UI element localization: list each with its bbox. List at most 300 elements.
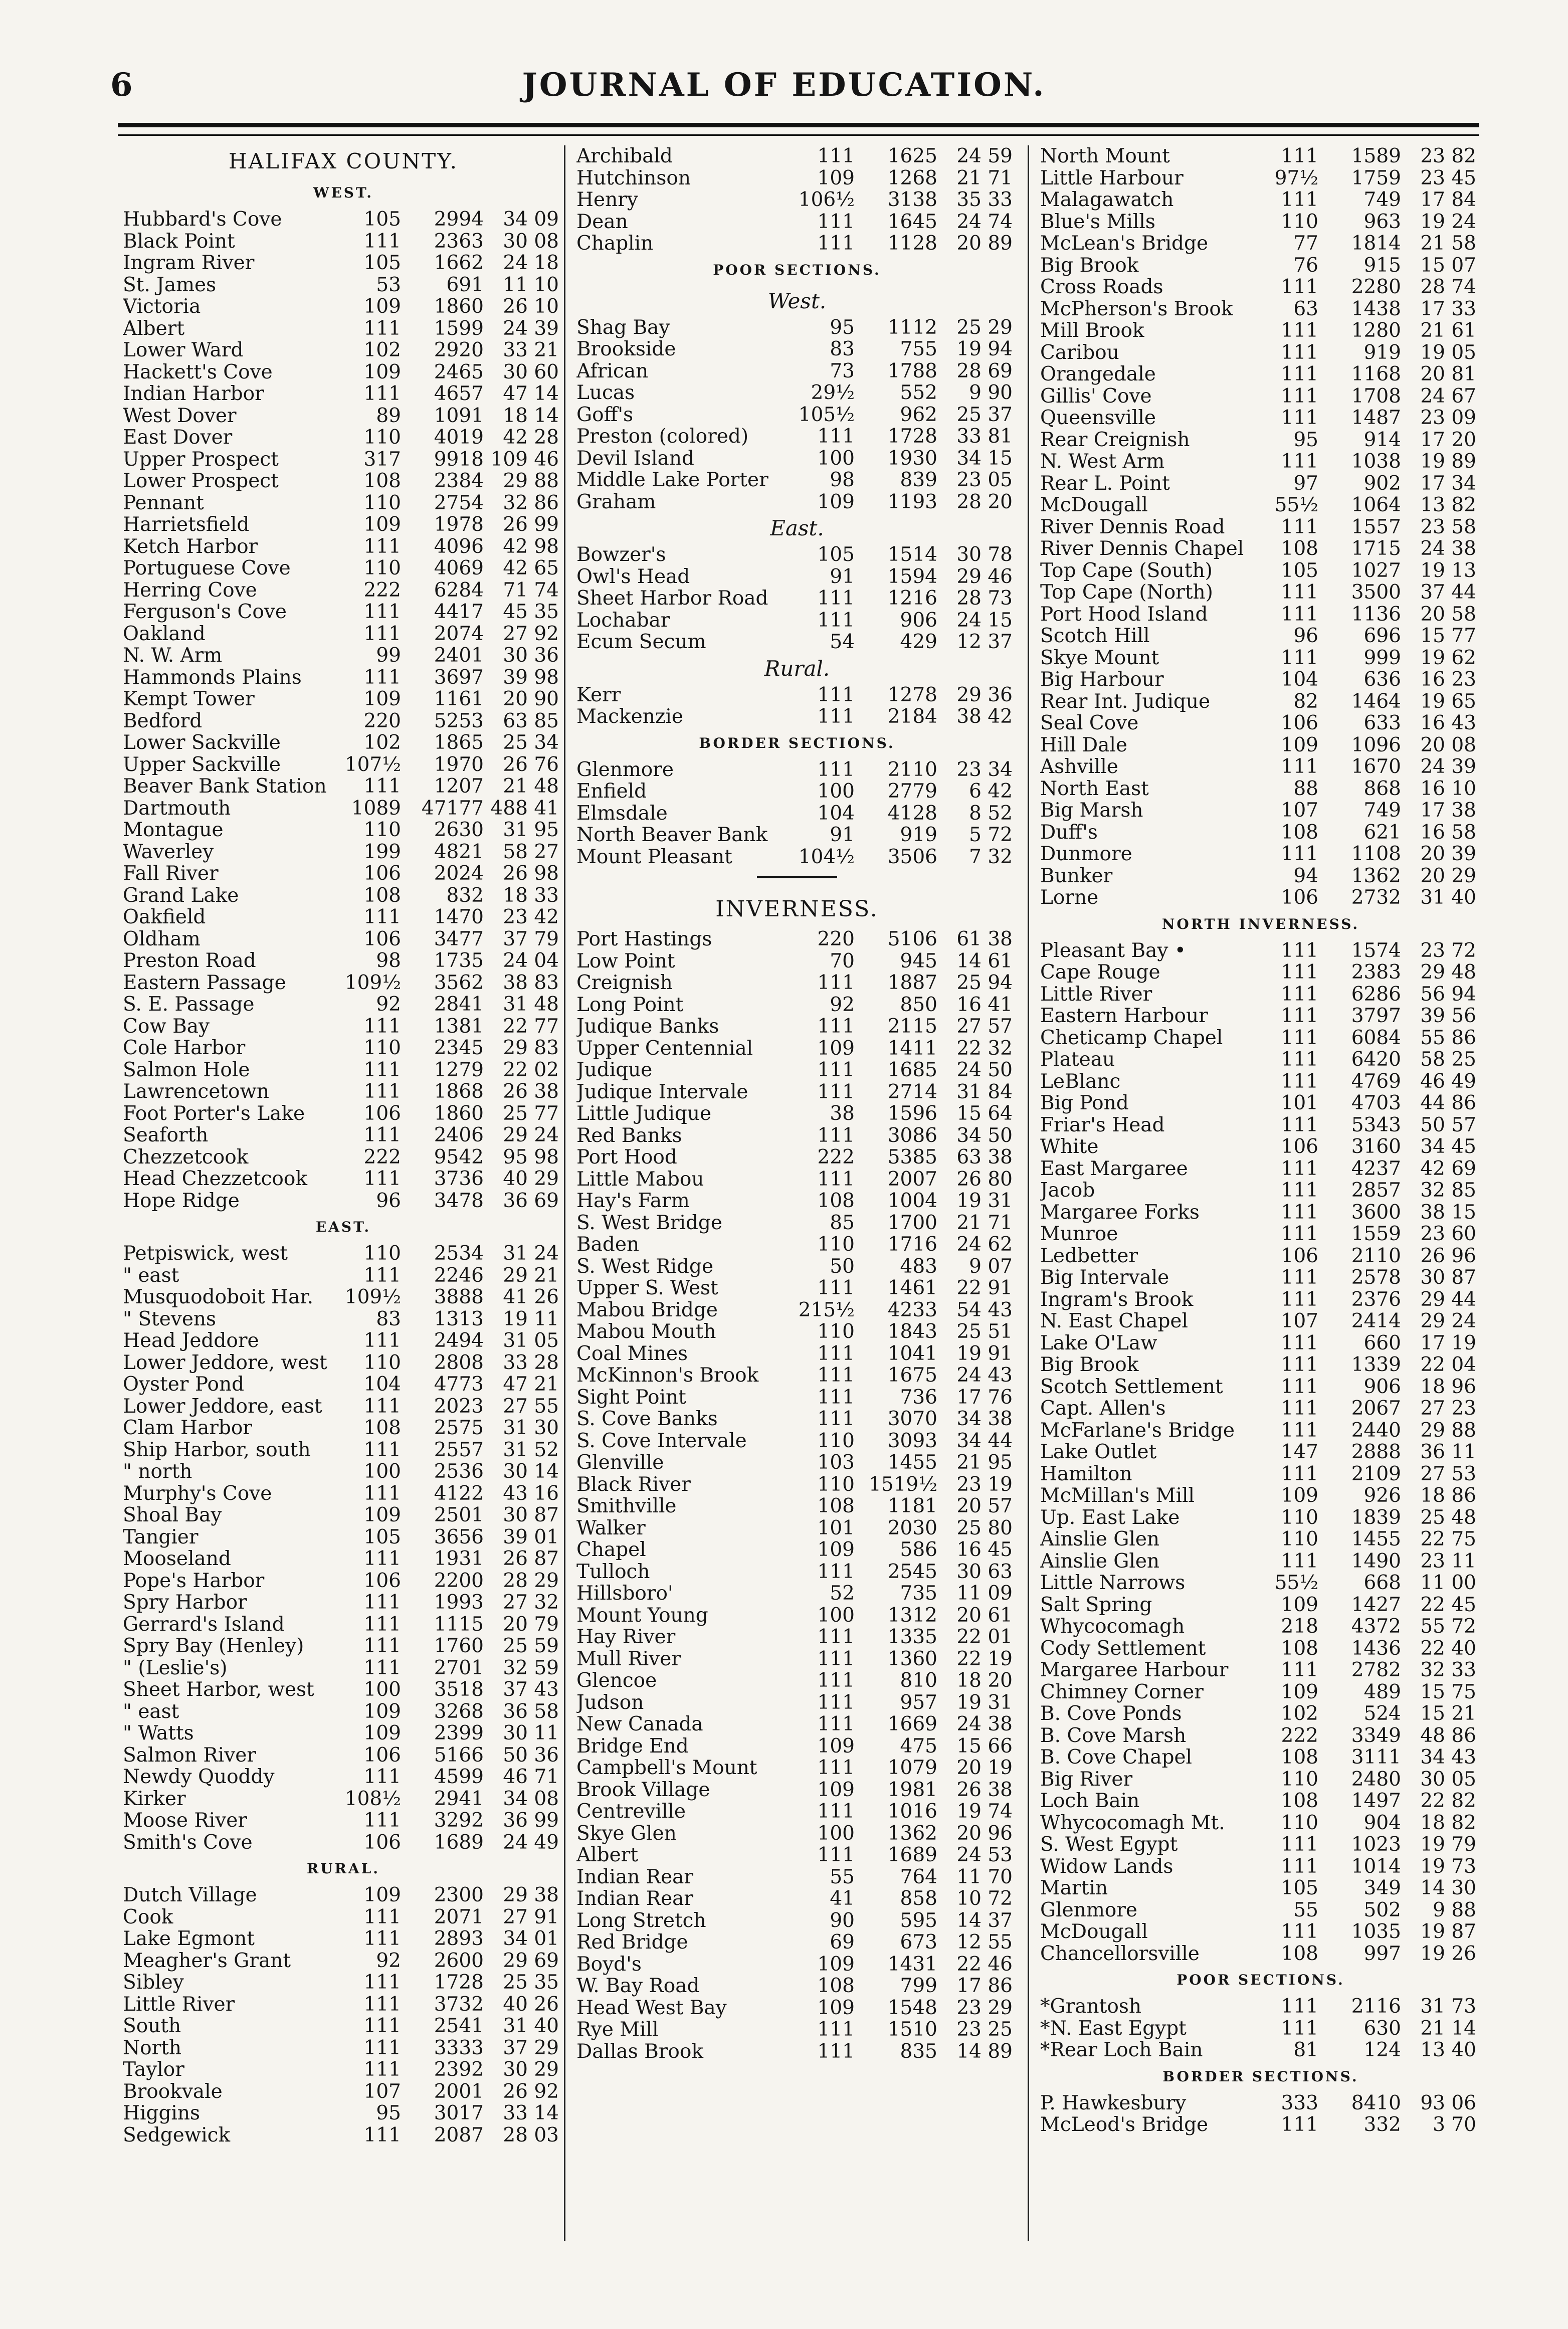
table-row — [576, 1931, 1018, 1954]
grant-amount: 25 37 — [956, 403, 1013, 426]
days-taught: 101 — [1281, 1092, 1318, 1114]
grant-amount: 63 38 — [956, 1146, 1013, 1169]
section-name: Campbell's Mount — [576, 1757, 757, 1779]
attendance-total: 1360 — [887, 1647, 937, 1670]
section-name: River Dennis Chapel — [1040, 538, 1244, 560]
section-name: Skye Glen — [576, 1822, 677, 1844]
table-row — [576, 338, 1018, 360]
attendance-total: 764 — [900, 1865, 937, 1888]
days-taught: 107 — [1281, 799, 1318, 822]
section-name: Port Hood — [576, 1146, 677, 1169]
grant-amount: 19 13 — [1420, 559, 1476, 582]
attendance-total: 1760 — [434, 1635, 484, 1657]
section-name: Oakfield — [123, 906, 206, 928]
attendance-total: 1014 — [1351, 1855, 1401, 1878]
days-taught: 104 — [363, 1373, 401, 1396]
days-taught: 111 — [817, 1124, 855, 1147]
grant-amount: 25 48 — [1420, 1506, 1476, 1529]
days-taught: 111 — [363, 382, 401, 405]
section-name: Lake O'Law — [1040, 1332, 1157, 1354]
table-row — [123, 994, 564, 1016]
attendance-total: 749 — [1363, 799, 1401, 822]
section-name: Seal Cove — [1040, 712, 1139, 734]
grant-amount: 18 20 — [956, 1669, 1013, 1692]
section-name: Upper Centennial — [576, 1037, 753, 1059]
days-taught: 108 — [1281, 821, 1318, 844]
section-name: S. E. Passage — [123, 994, 255, 1016]
days-taught: 111 — [1281, 961, 1318, 984]
grant-amount: 24 15 — [956, 609, 1013, 632]
days-taught: 109 — [1281, 1680, 1318, 1703]
table-row — [576, 233, 1018, 255]
attendance-total: 2808 — [434, 1351, 484, 1374]
attendance-total: 3500 — [1351, 581, 1401, 604]
attendance-total: 914 — [1363, 428, 1401, 451]
grant-amount: 39 98 — [503, 666, 559, 689]
grant-amount: 29 48 — [1420, 961, 1476, 984]
grant-amount: 31 24 — [503, 1242, 559, 1265]
grant-amount: 25 77 — [503, 1102, 559, 1125]
days-taught: 111 — [363, 1482, 401, 1505]
attendance-total: 4096 — [434, 535, 484, 558]
grant-amount: 28 03 — [503, 2123, 559, 2147]
table-row — [123, 579, 564, 602]
grant-amount: 19 24 — [1420, 210, 1476, 233]
days-taught: 111 — [1281, 939, 1318, 962]
grant-amount: 15 66 — [956, 1734, 1013, 1758]
attendance-total: 633 — [1363, 712, 1401, 734]
table-row — [123, 274, 564, 296]
attendance-total: 799 — [900, 1975, 937, 1997]
table-row — [123, 1548, 564, 1570]
attendance-total: 621 — [1363, 821, 1401, 844]
section-name: Upper Sackville — [123, 753, 281, 775]
days-taught: 111 — [363, 1971, 401, 1994]
section-name: Scotch Settlement — [1040, 1376, 1223, 1398]
attendance-total: 902 — [1363, 472, 1401, 495]
days-taught: 29½ — [811, 381, 855, 404]
grant-amount: 17 86 — [956, 1975, 1013, 1997]
grant-amount: 13 40 — [1420, 2039, 1476, 2061]
days-taught: 111 — [1281, 1288, 1318, 1311]
table-row — [576, 1103, 1018, 1125]
grant-amount: 34 44 — [956, 1429, 1013, 1452]
section-name: Ingram's Brook — [1040, 1288, 1194, 1310]
grant-amount: 29 69 — [503, 1949, 559, 1972]
days-taught: 105 — [1281, 559, 1318, 582]
attendance-total: 3138 — [887, 188, 937, 211]
section-name: Margaree Forks — [1040, 1201, 1200, 1223]
days-taught: 111 — [817, 1168, 855, 1191]
section-name: Baden — [576, 1234, 640, 1256]
section-name: East Dover — [123, 427, 233, 449]
section-name: Newdy Quoddy — [123, 1766, 275, 1788]
attendance-total: 2501 — [434, 1504, 484, 1526]
table-row — [1040, 407, 1481, 429]
section-name: Mooseland — [123, 1548, 231, 1570]
attendance-total: 904 — [1363, 1811, 1401, 1834]
table-row — [123, 427, 564, 449]
days-taught: 110 — [1281, 1811, 1318, 1834]
days-taught: 105 — [363, 1525, 401, 1548]
grant-amount: 22 19 — [956, 1647, 1013, 1670]
table-row — [123, 885, 564, 907]
attendance-total: 2115 — [887, 1015, 937, 1038]
attendance-total: 552 — [900, 381, 937, 404]
days-taught: 111 — [1281, 515, 1318, 538]
table-row — [123, 1461, 564, 1483]
attendance-total: 2545 — [887, 1560, 937, 1583]
days-taught: 111 — [817, 1408, 855, 1430]
table-row — [576, 1387, 1018, 1409]
days-taught: 97½ — [1274, 166, 1318, 189]
days-taught: 111 — [1281, 341, 1318, 364]
table-row — [123, 1103, 564, 1125]
grant-amount: 32 85 — [1420, 1179, 1476, 1202]
grant-amount: 34 50 — [956, 1124, 1013, 1147]
grant-amount: 38 42 — [956, 705, 1013, 728]
section-name: Middle Lake Porter — [576, 469, 768, 491]
days-taught: 97 — [1293, 472, 1318, 495]
grant-amount: 12 55 — [956, 1931, 1013, 1954]
section-name: Hay's Farm — [576, 1190, 690, 1212]
table-row — [1040, 538, 1481, 560]
attendance-total: 2857 — [1351, 1179, 1401, 1202]
days-taught: 111 — [363, 317, 401, 340]
grant-amount: 26 96 — [1420, 1244, 1476, 1267]
grant-amount: 26 38 — [503, 1080, 559, 1103]
attendance-total: 2714 — [887, 1080, 937, 1103]
table-row — [576, 1125, 1018, 1147]
section-name: Red Banks — [576, 1124, 682, 1146]
days-taught: 111 — [817, 758, 855, 781]
table-row — [1040, 625, 1481, 647]
attendance-total: 2007 — [887, 1168, 937, 1191]
section-name: " Stevens — [123, 1308, 217, 1330]
grant-amount: 16 23 — [1420, 668, 1476, 691]
grant-amount: 11 10 — [503, 273, 559, 296]
table-row — [123, 405, 564, 427]
grant-amount: 17 38 — [1420, 799, 1476, 822]
section-name: Musquodoboit Har. — [123, 1286, 314, 1308]
grant-amount: 26 98 — [503, 862, 559, 885]
days-taught: 91 — [830, 565, 855, 588]
attendance-total: 1431 — [887, 1953, 937, 1976]
days-taught: 111 — [1281, 1070, 1318, 1093]
grant-amount: 17 20 — [1420, 428, 1476, 451]
section-name: Big Pond — [1040, 1092, 1129, 1114]
days-taught: 109 — [363, 295, 401, 318]
table-row — [576, 1038, 1018, 1060]
attendance-total: 2300 — [434, 1884, 484, 1906]
grant-amount: 55 72 — [1420, 1615, 1476, 1638]
table-row — [1040, 516, 1481, 538]
table-row — [1040, 2114, 1481, 2136]
attendance-total: 3333 — [434, 2036, 484, 2059]
grant-amount: 37 44 — [1420, 581, 1476, 604]
table-row — [1040, 1616, 1481, 1638]
table-row — [1040, 320, 1481, 342]
section-subheading: POOR SECTIONS. — [1177, 1972, 1345, 1988]
days-taught: 109 — [363, 1722, 401, 1744]
section-name: Chancellorsville — [1040, 1943, 1200, 1965]
days-taught: 1089 — [351, 797, 401, 820]
attendance-total: 3562 — [434, 971, 484, 994]
section-name: Salt Spring — [1040, 1594, 1152, 1616]
section-name: Rear Creignish — [1040, 429, 1190, 451]
attendance-total: 2779 — [887, 780, 937, 803]
grant-amount: 20 39 — [1420, 843, 1476, 865]
table-row — [576, 610, 1018, 632]
section-name: Tangier — [123, 1526, 199, 1548]
table-row — [1040, 1463, 1481, 1485]
section-name: Eastern Passage — [123, 972, 286, 994]
days-taught: 111 — [817, 1647, 855, 1670]
grant-amount: 48 86 — [1420, 1724, 1476, 1747]
attendance-total: 1128 — [887, 232, 937, 255]
table-row — [1040, 647, 1481, 669]
days-taught: 111 — [1281, 646, 1318, 669]
days-taught: 101 — [817, 1516, 855, 1539]
days-taught: 111 — [1281, 363, 1318, 385]
days-taught: 92 — [376, 993, 401, 1016]
grant-amount: 42 28 — [503, 426, 559, 449]
table-row — [576, 1801, 1018, 1823]
section-name: New Canada — [576, 1713, 703, 1735]
grant-amount: 27 57 — [956, 1015, 1013, 1038]
attendance-total: 957 — [900, 1691, 937, 1714]
days-taught: 104½ — [798, 845, 855, 868]
days-taught: 111 — [363, 1395, 401, 1418]
grant-amount: 31 84 — [956, 1080, 1013, 1103]
section-name: Victoria — [123, 296, 201, 318]
attendance-total: 2494 — [434, 1329, 484, 1352]
days-taught: 111 — [1281, 2017, 1318, 2040]
table-row — [576, 566, 1018, 588]
header-rule-thick — [118, 123, 1479, 127]
table-row — [123, 667, 564, 689]
attendance-total: 1136 — [1351, 603, 1401, 626]
attendance-total: 839 — [900, 469, 937, 491]
attendance-total: 1675 — [887, 1364, 937, 1387]
days-taught: 111 — [1281, 1659, 1318, 1681]
section-name: Preston Road — [123, 950, 256, 972]
attendance-total: 1436 — [1351, 1637, 1401, 1660]
days-taught: 110 — [817, 1233, 855, 1256]
section-name: Ferguson's Cove — [123, 601, 287, 623]
section-name: Indian Rear — [576, 1888, 694, 1910]
grant-amount: 29 36 — [956, 683, 1013, 706]
attendance-total: 1689 — [434, 1831, 484, 1854]
attendance-total: 2399 — [434, 1722, 484, 1744]
table-row — [123, 688, 564, 710]
table-row — [1040, 1180, 1481, 1202]
table-row — [123, 2059, 564, 2081]
attendance-total: 3478 — [434, 1189, 484, 1212]
days-taught: 111 — [363, 1547, 401, 1570]
section-name: Lower Jeddore, west — [123, 1351, 327, 1374]
grant-amount: 56 94 — [1420, 983, 1476, 1006]
column-2 — [576, 145, 1018, 2062]
days-taught: 99 — [376, 644, 401, 667]
table-row — [1040, 494, 1481, 516]
attendance-total: 736 — [900, 1386, 937, 1409]
section-name: Glenmore — [576, 758, 674, 781]
attendance-total: 4019 — [434, 426, 484, 449]
table-row — [576, 1212, 1018, 1234]
section-name: *Rear Loch Bain — [1040, 2039, 1203, 2061]
days-taught: 53 — [376, 273, 401, 296]
days-taught: 108 — [363, 470, 401, 492]
grant-amount: 109 46 — [490, 448, 559, 471]
attendance-total: 429 — [900, 631, 937, 653]
table-row — [576, 1997, 1018, 2019]
section-name: Pennant — [123, 492, 204, 514]
days-taught: 109 — [817, 1037, 855, 1060]
attendance-total: 1004 — [887, 1190, 937, 1212]
attendance-total: 1978 — [434, 513, 484, 536]
days-taught: 55 — [830, 1865, 855, 1888]
table-row — [1040, 167, 1481, 189]
days-taught: 81 — [1293, 2039, 1318, 2061]
table-row — [1040, 1943, 1481, 1965]
grant-amount: 27 91 — [503, 1905, 559, 1928]
column-divider — [1028, 145, 1029, 2241]
section-name: Cook — [123, 1906, 173, 1928]
section-name: Chezzetcook — [123, 1146, 249, 1168]
table-row — [123, 470, 564, 492]
grant-amount: 30 78 — [956, 543, 1013, 566]
attendance-total: 2116 — [1351, 1995, 1401, 2018]
grant-amount: 21 58 — [1420, 232, 1476, 255]
attendance-total: 3518 — [434, 1678, 484, 1701]
days-taught: 109 — [363, 1504, 401, 1526]
table-row — [123, 252, 564, 274]
table-row — [1040, 1746, 1481, 1769]
grant-amount: 22 04 — [1420, 1353, 1476, 1376]
grant-amount: 28 20 — [956, 490, 1013, 513]
section-name: " east — [123, 1700, 179, 1722]
grant-amount: 39 01 — [503, 1525, 559, 1548]
grant-amount: 15 07 — [1420, 254, 1476, 277]
table-row — [123, 1396, 564, 1418]
attendance-total: 755 — [900, 338, 937, 360]
days-taught: 111 — [363, 601, 401, 623]
table-row — [123, 514, 564, 536]
days-taught: 111 — [363, 666, 401, 689]
section-name: Little River — [1040, 983, 1152, 1005]
section-name: Murphy's Cove — [123, 1482, 272, 1504]
days-taught: 220 — [817, 928, 855, 950]
attendance-total: 3697 — [434, 666, 484, 689]
attendance-total: 1168 — [1351, 363, 1401, 385]
days-taught: 111 — [363, 1766, 401, 1788]
attendance-total: 906 — [1363, 1375, 1401, 1398]
attendance-total: 3070 — [887, 1408, 937, 1430]
attendance-total: 2200 — [434, 1569, 484, 1592]
grant-amount: 46 71 — [503, 1766, 559, 1788]
grant-amount: 6 42 — [969, 780, 1013, 803]
days-taught: 111 — [817, 1669, 855, 1692]
section-name: " north — [123, 1461, 192, 1483]
table-row — [1040, 1725, 1481, 1747]
section-name: S. Cove Intervale — [576, 1430, 747, 1452]
attendance-total: 4122 — [434, 1482, 484, 1505]
section-name: Duff's — [1040, 821, 1098, 843]
section-name: East Margaree — [1040, 1157, 1188, 1180]
attendance-total: 1689 — [887, 1844, 937, 1866]
table-row — [123, 2015, 564, 2037]
grant-amount: 47 21 — [503, 1373, 559, 1396]
section-name: McFarlane's Bridge — [1040, 1419, 1235, 1441]
table-row — [576, 317, 1018, 339]
days-taught: 54 — [830, 631, 855, 653]
grant-amount: 22 45 — [1420, 1593, 1476, 1616]
grant-amount: 30 11 — [503, 1722, 559, 1744]
grant-amount: 95 98 — [503, 1145, 559, 1169]
days-taught: 109 — [1281, 733, 1318, 756]
grant-amount: 34 01 — [503, 1927, 559, 1950]
attendance-total: 332 — [1363, 2113, 1401, 2136]
table-row — [576, 189, 1018, 211]
table-row — [123, 1884, 564, 1906]
grant-amount: 13 82 — [1420, 494, 1476, 516]
grant-amount: 19 11 — [503, 1307, 559, 1330]
section-subheading: POOR SECTIONS. — [713, 261, 881, 278]
grant-amount: 17 76 — [956, 1386, 1013, 1409]
grant-amount: 18 33 — [503, 884, 559, 907]
attendance-total: 2406 — [434, 1124, 484, 1146]
days-taught: 100 — [363, 1460, 401, 1483]
table-row — [123, 819, 564, 841]
grant-amount: 8 52 — [969, 802, 1013, 825]
table-row — [123, 1081, 564, 1103]
days-taught: 111 — [1281, 755, 1318, 778]
attendance-total: 630 — [1363, 2017, 1401, 2040]
days-taught: 110 — [817, 1473, 855, 1496]
section-name: Cody Settlement — [1040, 1637, 1206, 1659]
grant-amount: 19 91 — [956, 1342, 1013, 1365]
grant-amount: 24 04 — [503, 949, 559, 972]
attendance-total: 1216 — [887, 587, 937, 610]
section-name: Sheet Harbor, west — [123, 1679, 314, 1701]
table-row — [123, 1504, 564, 1526]
section-name: Chaplin — [576, 233, 654, 255]
attendance-total: 2534 — [434, 1242, 484, 1265]
grant-amount: 24 39 — [503, 317, 559, 340]
section-name: " Watts — [123, 1722, 194, 1744]
section-name: Plateau — [1040, 1049, 1115, 1071]
days-taught: 111 — [1281, 1331, 1318, 1354]
section-name: Little Judique — [576, 1103, 712, 1125]
attendance-total: 1839 — [1351, 1506, 1401, 1529]
table-row — [1040, 211, 1481, 233]
table-row — [576, 1648, 1018, 1670]
attendance-total: 1490 — [1351, 1549, 1401, 1573]
grant-amount: 21 61 — [1420, 319, 1476, 342]
table-row — [576, 824, 1018, 846]
grant-amount: 29 38 — [503, 1884, 559, 1906]
section-name: Margaree Harbour — [1040, 1659, 1229, 1681]
attendance-total: 1487 — [1351, 407, 1401, 429]
attendance-total: 1181 — [887, 1495, 937, 1517]
table-row — [576, 1888, 1018, 1910]
days-taught: 63 — [1293, 297, 1318, 320]
grant-amount: 23 11 — [1420, 1549, 1476, 1573]
attendance-total: 2600 — [434, 1949, 484, 1972]
attendance-total: 2384 — [434, 470, 484, 492]
table-row — [123, 2081, 564, 2103]
